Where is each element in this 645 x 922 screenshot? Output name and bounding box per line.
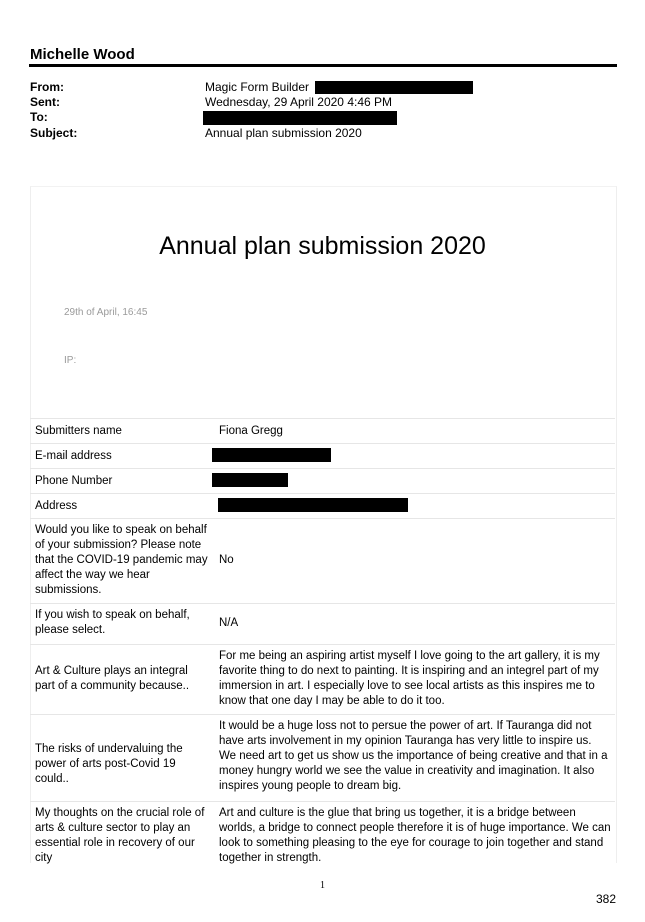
email-redaction (212, 448, 331, 462)
table-row (30, 493, 615, 518)
field-value: It would be a huge loss not to persue the power of art. If Tauranga did not have arts involvement in my opinion Tauranga has very little to inspire us. We need art to get us show us the importance of being creative and that in a money hungry world we see the value in creativity and imagination. It also inspires young people to dream big. (219, 720, 608, 792)
from-email-redaction (315, 81, 473, 94)
email-owner-name: Michelle Wood (30, 46, 135, 63)
table-row (30, 644, 615, 714)
form-title: Annual plan submission 2020 (159, 232, 486, 260)
field-label: Address (35, 500, 78, 512)
field-label: The risks of undervaluing the power of arts post-Covid 19 could.. (35, 743, 183, 785)
to-label: To: (30, 110, 48, 124)
table-row (30, 468, 615, 493)
submission-table (30, 418, 615, 870)
from-sender: Magic Form Builder (205, 80, 310, 94)
subject-label: Subject: (30, 126, 78, 140)
header-rule (29, 64, 617, 67)
phone-redaction (212, 473, 288, 487)
field-value (218, 498, 610, 513)
field-label: Art & Culture plays an integral part of a community because.. (35, 665, 190, 692)
field-value: Fiona Gregg (219, 425, 283, 437)
table-row (30, 518, 615, 603)
field-value (212, 448, 604, 463)
page-number: 1 (320, 880, 325, 891)
field-label: Phone Number (35, 475, 113, 487)
table-row (30, 714, 615, 801)
field-label: Submitters name (35, 425, 122, 437)
field-label: E-mail address (35, 450, 112, 462)
from-label: From: (30, 80, 64, 94)
subject-value: Annual plan submission 2020 (205, 126, 362, 140)
field-value: N/A (219, 617, 239, 629)
field-value (212, 473, 604, 488)
field-label: My thoughts on the crucial role of arts & culture sector to play an essential role in recovery of our city (35, 807, 205, 864)
table-row (30, 801, 615, 870)
sent-label: Sent: (30, 95, 60, 109)
to-redaction (203, 111, 397, 125)
from-value (205, 80, 473, 95)
submission-date: 29th of April, 16:45 (64, 307, 148, 318)
to-value (203, 110, 397, 125)
field-value: No (219, 554, 234, 566)
address-redaction (218, 498, 408, 512)
table-row (30, 443, 615, 468)
table-row (30, 418, 615, 443)
ip-label: IP: (64, 355, 77, 366)
field-label: Would you like to speak on behalf of your submission? Please note that the COVID-19 pandemic may affect the way we hear submissions. (35, 524, 208, 596)
table-row (30, 603, 615, 644)
sent-value: Wednesday, 29 April 2020 4:46 PM (205, 95, 393, 109)
document-page-id: 382 (595, 892, 616, 906)
field-value: For me being an aspiring artist myself I love going to the art gallery, it is my favorite thing to do next to painting. It is inspiring and an integrel part of my immersion in art. I especially love to see local artists as this inspires me to know that one day I may be able to do it too. (219, 650, 600, 707)
field-label: If you wish to speak on behalf, please select. (35, 609, 190, 636)
field-value: Art and culture is the glue that bring us together, it is a bridge between worlds, a bridge to connect people therefore it is of huge importance. We can look to something pleasing to the eye for courage to join together and stand together in strength. (219, 807, 611, 864)
